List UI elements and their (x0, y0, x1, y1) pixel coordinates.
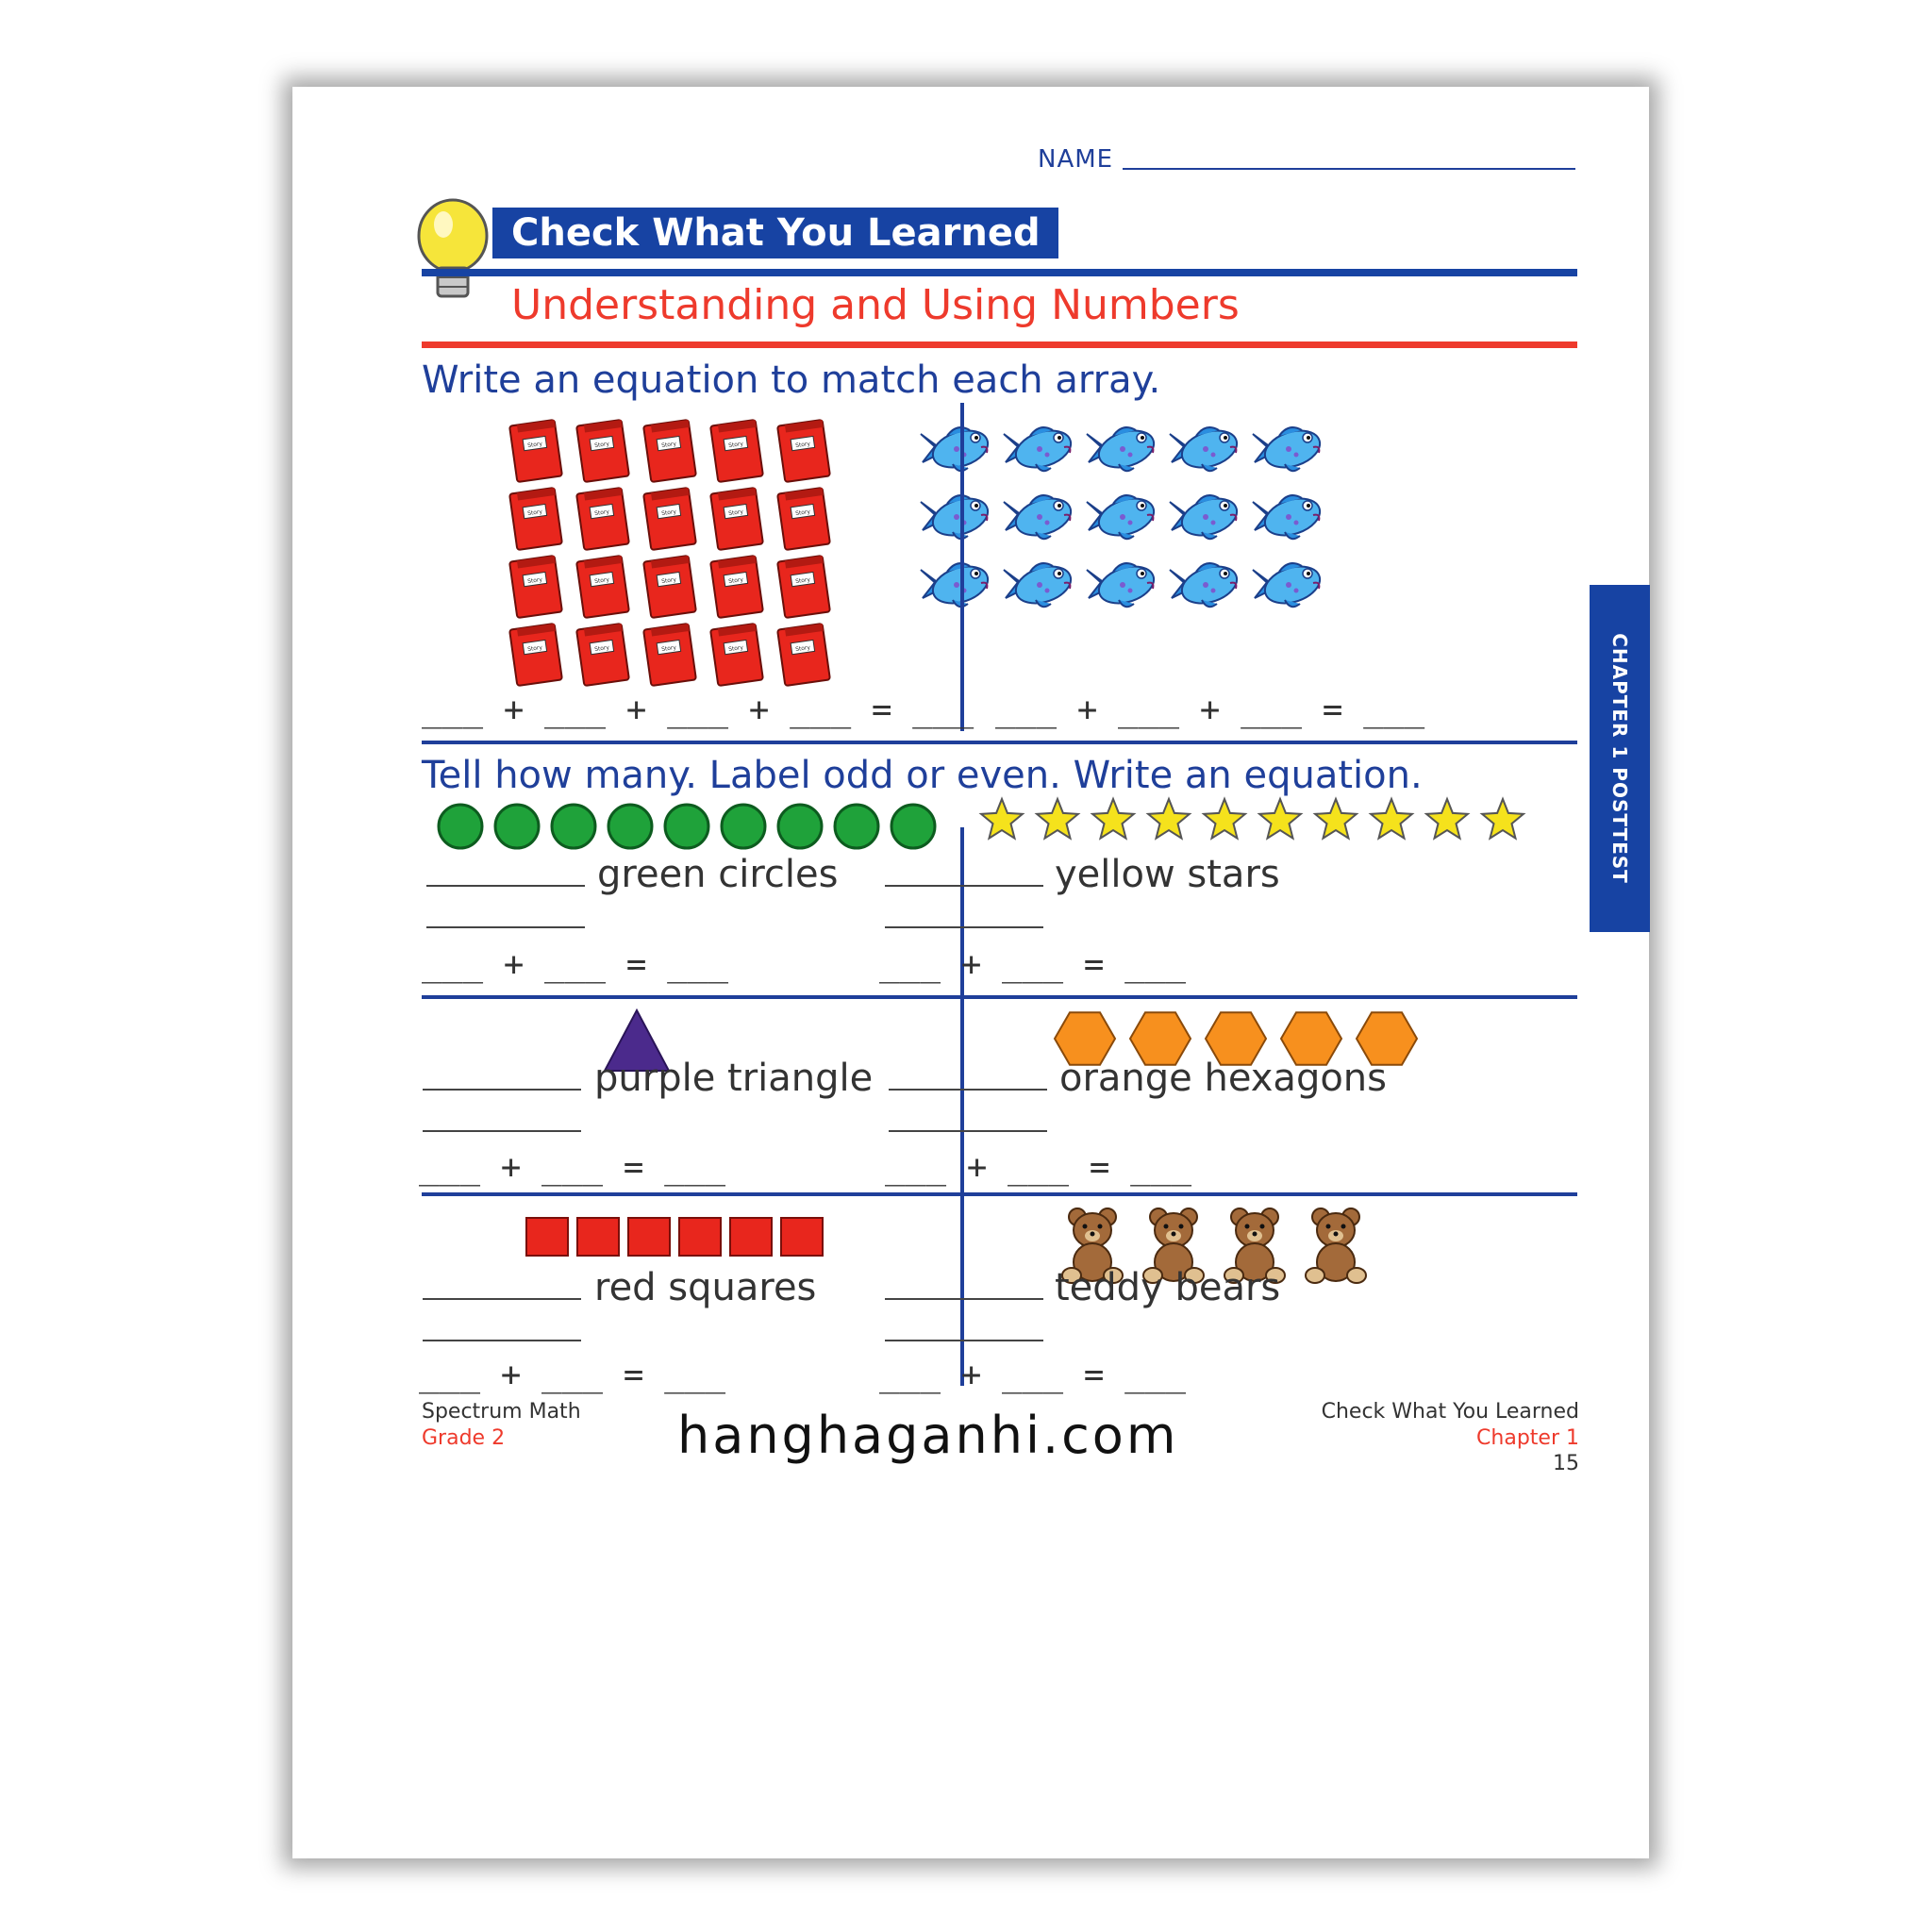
odd-even-line[interactable] (885, 1340, 1043, 1341)
book-icon (775, 485, 834, 551)
fish-icon (1081, 485, 1162, 551)
svg-text:Story: Story (794, 575, 811, 586)
fish-icon (1081, 553, 1162, 619)
svg-text:Story: Story (593, 508, 610, 518)
green-circle-icon (549, 802, 598, 851)
fish-array (915, 417, 1340, 634)
svg-text:Story: Story (660, 440, 677, 450)
book-icon (508, 417, 566, 483)
svg-text:Story: Story (727, 508, 744, 518)
svg-text:Story: Story (794, 508, 811, 518)
svg-text:Story: Story (526, 508, 543, 518)
page-title: Check What You Learned (511, 211, 1041, 255)
green-circles (436, 802, 938, 851)
star-icon (1311, 796, 1360, 843)
star-icon (1144, 796, 1193, 843)
count-line[interactable] (423, 1089, 581, 1091)
book-icon (575, 485, 633, 551)
chapter-side-tab (1590, 585, 1650, 932)
page-subtitle: Understanding and Using Numbers (511, 281, 1240, 329)
book-icon (775, 621, 834, 687)
book-array (508, 417, 838, 691)
fish-icon (998, 553, 1079, 619)
book-icon (641, 485, 700, 551)
svg-text:Story: Story (794, 643, 811, 654)
book-icon (508, 485, 566, 551)
divider (422, 741, 1577, 744)
book-icon (508, 553, 566, 619)
green-circle-icon (719, 802, 768, 851)
fish-icon (1247, 553, 1328, 619)
side-tab-label: CHAPTER 1 POSTTEST (1608, 633, 1631, 884)
star-icon (1033, 796, 1082, 843)
count-line[interactable] (885, 1298, 1043, 1300)
book-icon (775, 553, 834, 619)
star-icon (1256, 796, 1305, 843)
svg-text:Story: Story (593, 575, 610, 586)
svg-text:Story: Story (526, 575, 543, 586)
worksheet-page (292, 87, 1649, 1858)
divider (960, 403, 964, 731)
lightbulb-icon (415, 196, 491, 309)
svg-text:Story: Story (727, 575, 744, 586)
green-circle-icon (889, 802, 938, 851)
count-line[interactable] (426, 885, 585, 887)
footer-chapter: Chapter 1 (1476, 1426, 1579, 1450)
fish-icon (1164, 417, 1245, 483)
green-circle-icon (662, 802, 711, 851)
item-equation[interactable]: ___ + ___ = ___ (419, 1356, 726, 1394)
star-icon (1367, 796, 1416, 843)
item-equation[interactable]: ___ + ___ = ___ (879, 1356, 1187, 1394)
svg-text:Story: Story (727, 440, 744, 450)
svg-text:Story: Story (727, 643, 744, 654)
count-line[interactable] (423, 1298, 581, 1300)
item-label: purple triangle (594, 1057, 874, 1100)
svg-text:Story: Story (660, 508, 677, 518)
red-square-icon (625, 1215, 673, 1258)
svg-text:Story: Story (526, 440, 543, 450)
book-icon (641, 417, 700, 483)
fish-icon (915, 485, 996, 551)
divider (422, 1192, 1577, 1196)
fish-icon (915, 553, 996, 619)
item-equation[interactable]: ___ + ___ = ___ (879, 945, 1187, 984)
yellow-stars (977, 796, 1527, 843)
divider (422, 269, 1577, 276)
odd-even-line[interactable] (426, 926, 585, 928)
book-icon (641, 621, 700, 687)
name-label: NAME (1038, 145, 1114, 174)
book-icon (708, 553, 767, 619)
item-label: teddy bears (1055, 1266, 1281, 1309)
odd-even-line[interactable] (423, 1340, 581, 1341)
svg-text:Story: Story (660, 575, 677, 586)
red-square-icon (575, 1215, 622, 1258)
book-icon (641, 553, 700, 619)
star-icon (1423, 796, 1472, 843)
odd-even-line[interactable] (423, 1130, 581, 1132)
array-equation-left[interactable]: ___ + ___ + ___ + ___ = ___ (422, 691, 974, 729)
item-label: yellow stars (1055, 853, 1280, 896)
fish-icon (1081, 417, 1162, 483)
svg-text:Story: Story (593, 643, 610, 654)
page-number: 15 (1553, 1452, 1579, 1475)
item-equation[interactable]: ___ + ___ = ___ (422, 945, 729, 984)
item-equation[interactable]: ___ + ___ = ___ (419, 1148, 726, 1187)
green-circle-icon (436, 802, 485, 851)
green-circle-icon (606, 802, 655, 851)
count-line[interactable] (889, 1089, 1047, 1091)
item-label: orange hexagons (1059, 1057, 1387, 1100)
teddy-bear-icon (1302, 1206, 1375, 1285)
star-icon (977, 796, 1026, 843)
book-icon (575, 553, 633, 619)
svg-text:Story: Story (794, 440, 811, 450)
book-icon (775, 417, 834, 483)
name-field[interactable] (1123, 168, 1575, 170)
svg-text:Story: Story (593, 440, 610, 450)
array-equation-right[interactable]: ___ + ___ + ___ = ___ (995, 691, 1425, 729)
red-square-icon (727, 1215, 774, 1258)
svg-text:Story: Story (660, 643, 677, 654)
fish-icon (1247, 485, 1328, 551)
fish-icon (998, 485, 1079, 551)
item-label: red squares (594, 1266, 817, 1309)
red-squares (524, 1215, 825, 1258)
star-icon (1089, 796, 1138, 843)
star-icon (1478, 796, 1527, 843)
book-icon (708, 417, 767, 483)
red-square-icon (524, 1215, 571, 1258)
green-circle-icon (492, 802, 541, 851)
fish-icon (915, 417, 996, 483)
item-equation[interactable]: ___ + ___ = ___ (885, 1148, 1192, 1187)
footer-book-title: Spectrum Math (422, 1400, 581, 1424)
item-label: green circles (597, 853, 839, 896)
book-icon (575, 417, 633, 483)
book-icon (708, 621, 767, 687)
red-square-icon (778, 1215, 825, 1258)
section2-instruction: Tell how many. Label odd or even. Write an equation. (422, 754, 1423, 797)
divider (960, 827, 964, 1386)
divider (422, 995, 1577, 999)
odd-even-line[interactable] (889, 1130, 1047, 1132)
star-icon (1200, 796, 1249, 843)
book-icon (708, 485, 767, 551)
count-line[interactable] (885, 885, 1043, 887)
green-circle-icon (832, 802, 881, 851)
watermark: hanghaganhi.com (677, 1406, 1179, 1465)
book-icon (508, 621, 566, 687)
fish-icon (1247, 417, 1328, 483)
book-icon (575, 621, 633, 687)
green-circle-icon (775, 802, 824, 851)
footer-section-title: Check What You Learned (1321, 1400, 1579, 1424)
divider (422, 341, 1577, 348)
odd-even-line[interactable] (885, 926, 1043, 928)
fish-icon (1164, 553, 1245, 619)
footer-grade: Grade 2 (422, 1426, 506, 1450)
svg-text:Story: Story (526, 643, 543, 654)
fish-icon (1164, 485, 1245, 551)
fish-icon (998, 417, 1079, 483)
red-square-icon (676, 1215, 724, 1258)
section1-instruction: Write an equation to match each array. (422, 358, 1161, 402)
